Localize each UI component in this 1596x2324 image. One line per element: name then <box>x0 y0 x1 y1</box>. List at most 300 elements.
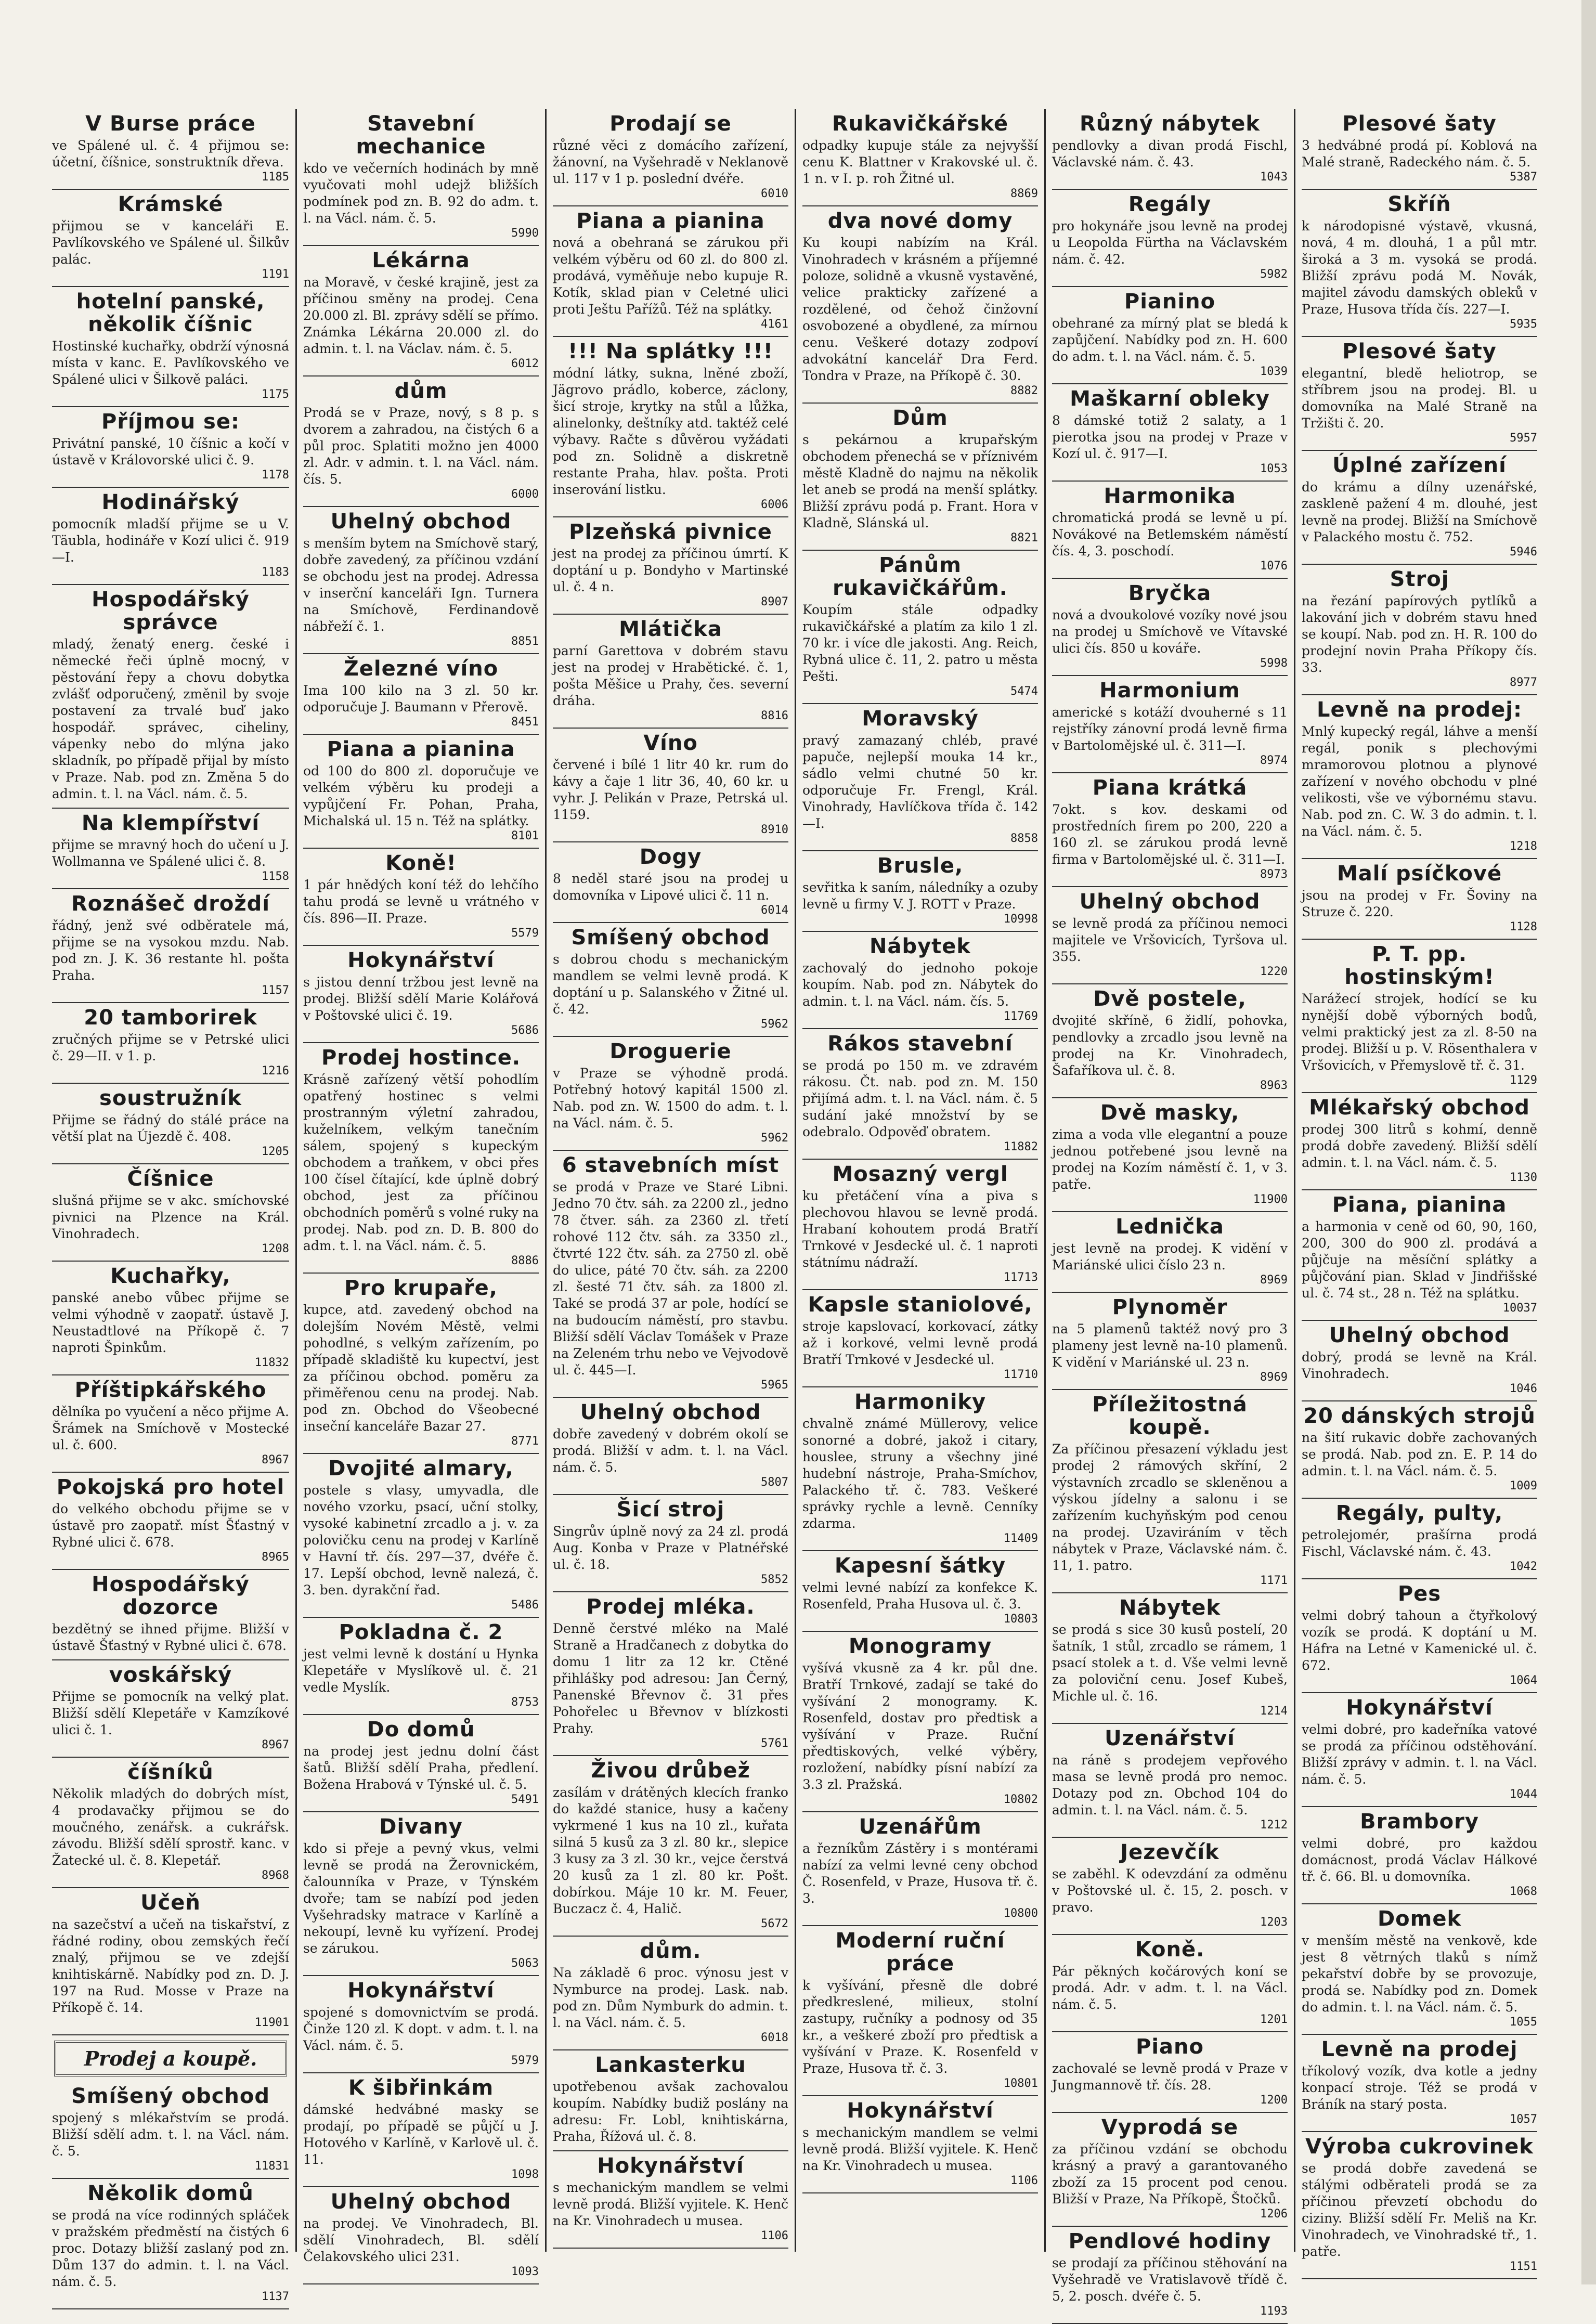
column-4 <box>795 109 1044 2252</box>
ad-text: postele s vlasy, umyvadla, dle nového vzorku, psací, uční stolky, vysoké kabinetní zrcadlo a j. v. za polovičku cenu na prodej v Karlíně v Havní tř. čís. 297—37, dvéře č. 17. Lepší obchod, levně nalezá, č. 3. ben. dyrakční řad. <box>303 1483 539 1598</box>
ad-text: na 5 plamenů taktéž nový pro 3 plameny jest levně na-10 plamenů. K vidění v Mariánské ul. 23 n. <box>1052 1321 1288 1370</box>
classified-ad <box>553 842 788 923</box>
ad-title: Moravský <box>862 707 979 731</box>
ad-text: nová a dvoukolové vozíky nové jsou na prodej u Smíchově ve Vítavské ulici čís. 850 u kováře. <box>1052 607 1288 656</box>
ad-title: Droguerie <box>609 1040 732 1063</box>
classified-ad <box>553 206 788 337</box>
classified-ad <box>1302 451 1537 565</box>
ad-text: se prodají za příčinou stěhování na Vyšehradě ve Vratislavově třídě č. 5, 2. posch. dvéře č. 5. <box>1052 2255 1288 2304</box>
ad-title: Dogy <box>639 845 702 869</box>
ad-title: dům <box>394 379 448 403</box>
ad-text: 3 hedvábné prodá pí. Koblová na Malé straně, Radeckého nám. č. 5. <box>1302 138 1537 170</box>
ad-title: dva nové domy <box>827 209 1013 233</box>
classified-ad <box>52 1570 289 1660</box>
ad-title: Jezevčík <box>1120 1840 1219 1864</box>
ad-title: Příštipkářského <box>74 1378 267 1402</box>
ad-text: velmi levné nabízí za konfekce K. Rosenfeld, Praha Husova ul. č. 3. <box>802 1580 1038 1612</box>
ad-title: soustružník <box>99 1086 242 1110</box>
ad-number: 8963 <box>1260 1079 1288 1092</box>
ad-text: vyšívá vkusně za 4 kr. půl dne. Bratří Trnkové, zadají se také do vyšívání 2 monogramy. K. Rosenfeld, dostav pro předtisk a vyšívání v Praze. Ruční předtiskových, velké výběry, rozložení, nabídky písní nabízí za 3.3 zl. Pražská. <box>802 1660 1038 1792</box>
ad-title: Železné víno <box>343 657 499 681</box>
ad-title: Stavební mechanice <box>356 112 486 159</box>
ad-number: 5998 <box>1260 657 1288 670</box>
classified-ad <box>1302 1093 1537 1190</box>
ad-text: zachovalý do jednoho pokoje koupím. Nab. pod zn. Nábytek do admin. t. l. na Václ. nám. čís. 5. <box>802 960 1038 1009</box>
ad-number: 6006 <box>761 498 788 511</box>
classified-ad <box>303 1812 539 1976</box>
ad-text: se zaběhl. K odevzdání za odměnu v Poštovské ul. č. 15, 2. posch. v pravo. <box>1052 1866 1288 1915</box>
ad-number: 11710 <box>1003 1368 1038 1381</box>
classified-ad <box>1052 384 1288 482</box>
classified-ad <box>52 1164 289 1262</box>
ad-number: 8965 <box>262 1551 289 1564</box>
ad-number: 8771 <box>511 1435 539 1448</box>
ad-text: Přijme se řádný do stálé práce na větší plat na Újezdě č. 408. <box>52 1112 289 1144</box>
ad-title: Číšnice <box>127 1167 214 1191</box>
ad-text: v menším městě na venkově, kde jest 8 větrných tlaků s nímž pekařství dobře by se provozuje, prodá se. Nabídky pod zn. Domek do admin. t. l. na Václ. nám. č. 5. <box>1302 1933 1537 2015</box>
ad-title: Uhelný obchod <box>580 1400 761 1424</box>
ad-title: Smíšený obchod <box>571 926 770 950</box>
ad-text: a řezníkům Zástěry i s montérami nabízí za velmi levné ceny obchod Č. Rosenfeld, v Praze, Husova tř. č. 3. <box>802 1841 1038 1906</box>
ad-title: Levně na prodej: <box>1317 698 1522 722</box>
classified-ad <box>52 1758 289 1888</box>
ad-text: stroje kapslovací, korkovací, zátky až i korkové, velmi levně prodá Bratří Trnkové v Jesdecké ul. <box>802 1319 1038 1367</box>
ad-number: 4161 <box>761 318 788 331</box>
ad-title: Mlátička <box>619 617 722 641</box>
classified-ad <box>303 735 539 849</box>
ad-number: 11713 <box>1003 1271 1038 1284</box>
ad-text: Krásně zařízený větší pohodlím opatřený hostinec s velmi prostranným výletní zahradou, kuželníkem, velkým tanečním sálem, spojený s kupeckým obchodem a traňkem, v obci přes 100 čísel čítající, kde úplně dobrý obchod, jest za příčinou obchodních poměrů s volné ruky na prodej. Nab. pod zn. D. B. 800 do adm. t. l. na Václ. nám. č. 5. <box>303 1072 539 1253</box>
ad-number: 1218 <box>1510 840 1537 853</box>
ad-title: Několik domů <box>87 2182 254 2205</box>
ad-title: Kuchařky, <box>110 1264 231 1288</box>
classified-ad <box>303 109 539 246</box>
ad-text: zručných přijme se v Petrské ulici č. 29—II. v 1. p. <box>52 1032 289 1063</box>
ad-number: 1057 <box>1510 2113 1537 2126</box>
ad-text: dvojité skříně, 6 židlí, pohovka, pendlovky a zrcadlo jsou levně na prodej na Kr. Vinohradech, Šafaříkova ul. č. 8. <box>1052 1013 1288 1078</box>
ad-title: Prodej mléka. <box>586 1595 755 1619</box>
ad-text: 8 neděl staré jsou na prodej u domovníka v Lipové ulici č. 11 n. <box>553 871 788 903</box>
classified-ad <box>1302 1321 1537 1401</box>
ad-text: slušná přijme se v akc. smíchovské pivnici na Plzence na Král. Vinohradech. <box>52 1193 289 1241</box>
ad-text: se prodá po 150 m. ve zdravém rákosu. Čt. nab. pod zn. M. 150 přijímá adm. t. l. na Václ. nám. č. 5 sudání jaké množství by se odebralo. Odpověď obratem. <box>802 1058 1038 1139</box>
classified-ad <box>52 1262 289 1375</box>
ad-number: 11900 <box>1253 1193 1288 1206</box>
classified-ad <box>1302 1807 1537 1904</box>
ad-number: 11831 <box>254 2160 289 2173</box>
ad-title: Skříň <box>1387 192 1451 216</box>
classified-ad <box>1052 1935 1288 2032</box>
ad-text: mladý, ženatý energ. české i německé řeči úplně mocný, v pěstování řepy a chovu dobytka zvlášť odporučený, změnil by svoje postavení za trvalé buď jako hospodář. správec, ciheliny, vápenky nebo do mlýna jako skladník, po případě přijal by místo v Praze. Nab. pod zn. Změna 5 do admin. t. l. na Václ. nám. č. 5. <box>52 637 289 801</box>
ad-number: 8969 <box>1260 1371 1288 1384</box>
classified-ad <box>1052 1293 1288 1390</box>
classified-ad <box>303 1715 539 1812</box>
ad-title: Plzeňská pivnice <box>569 520 772 544</box>
ad-number: 1208 <box>262 1242 289 1255</box>
ad-number: 1193 <box>1260 2305 1288 2318</box>
ad-number: 10800 <box>1003 1907 1038 1920</box>
ad-text: červené i bílé 1 litr 40 kr. rum do kávy a čaje 1 litr 36, 40, 60 kr. u vyhr. J. Pelikán v Praze, Petrská ul. 1159. <box>553 757 788 822</box>
ad-number: 1201 <box>1260 2013 1288 2026</box>
ad-number: 1158 <box>262 870 289 883</box>
ad-number: 11882 <box>1003 1140 1038 1153</box>
ad-text: kupce, atd. zavedený obchod na dolejším Novém Městě, velmi pohodlné, s velkým zařízením, po případě skladiště ku kupectví, jest za příčinou obchod. poměru za přiměřenou cenu na prodej. Nab. pod zn. Obchod do Všeobecné inseční kanceláře Bazar 27. <box>303 1302 539 1434</box>
ad-title: Dvojité almary, <box>328 1457 514 1481</box>
classified-ad <box>553 1592 788 1756</box>
ad-number: 8882 <box>1010 384 1038 397</box>
ad-title: 20 dánských strojů <box>1303 1404 1536 1428</box>
ad-title: V Burse práce <box>85 112 256 136</box>
ad-title: Nábytek <box>869 934 971 958</box>
classified-ad <box>553 1151 788 1398</box>
ad-number: 1130 <box>1510 1171 1537 1184</box>
classified-ad <box>802 206 1038 404</box>
classified-ad <box>553 2151 788 2249</box>
ad-text: zasílám v drátěných klecích franko do každé stanice, husy a kačeny vykrmené 1 kus na 10 zl., kuřata silná 5 kusů za 3 zl. 80 kr., slepice 3 kusy za 3 zl. 30 kr., vejce čerstvá 20 kusů za 1 zl. 80 kr. Pošt. dobírkou. Máje 10 kr. M. Feuer, Buczacz č. 4, Halič. <box>553 1785 788 1916</box>
ad-title: P. T. pp. hostinským! <box>1344 942 1495 989</box>
column-3 <box>545 109 795 2252</box>
ad-title: Regály, pulty, <box>1335 1501 1503 1525</box>
ad-title: Piana a pianina <box>327 737 515 761</box>
ad-title: Stroj <box>1390 567 1449 591</box>
ad-number: 8977 <box>1510 676 1537 689</box>
ad-number: 5982 <box>1260 268 1288 281</box>
ad-title: Maškarní obleky <box>1070 387 1270 411</box>
ad-text: sevřitka k saním, náledníky a ozuby levně u firmy V. J. ROTT v Praze. <box>802 880 1038 912</box>
classified-ad <box>1052 1593 1288 1724</box>
classified-ad <box>802 1551 1038 1632</box>
ad-text: chromatická prodá se levně u pí. Novákové na Betlemském náměstí čís. 4, 3. poschodí. <box>1052 510 1288 559</box>
ad-number: 8821 <box>1010 531 1038 544</box>
ad-title: Levně na prodej <box>1321 2037 1518 2061</box>
classified-ad <box>802 1290 1038 1387</box>
ad-number: 8816 <box>761 709 788 722</box>
ad-number: 10998 <box>1003 913 1038 926</box>
ad-number: 8968 <box>262 1869 289 1882</box>
ad-text: k národopisné výstavě, vkusná, nová, 4 m. dlouhá, 1 a půl mtr. široká a 3 m. vysoká se prodá. Bližší zprávu podá M. Novák, majitel závodu damských obleků v Praze, Husova třída čís. 227—I. <box>1302 218 1537 317</box>
ad-number: 8851 <box>511 635 539 648</box>
ad-number: 1093 <box>511 2265 539 2278</box>
ad-title: Regály <box>1128 192 1212 216</box>
ad-text: 1 pár hnědých koní též do lehčího tahu prodá se levně u vrátného v čís. 896—II. Praze. <box>303 877 539 926</box>
classified-ad <box>303 1454 539 1618</box>
classified-ad <box>1052 1098 1288 1212</box>
ad-text: jest levně na prodej. K vidění v Mariánské ulici číslo 23 n. <box>1052 1241 1288 1273</box>
ad-text: panské anebo vůbec přijme se velmi výhodně v zaopatř. ústavě J. Neustadtlové na Příkopě č. 7 naproti Špinkům. <box>52 1290 289 1355</box>
classified-ad <box>303 2187 539 2284</box>
classified-ad <box>1052 1724 1288 1838</box>
ad-number: 1129 <box>1510 1074 1537 1087</box>
ad-title: Piana a pianina <box>576 209 765 233</box>
ad-title: Pianino <box>1124 290 1216 314</box>
classified-ad <box>553 1495 788 1592</box>
classified-ad <box>303 2073 539 2187</box>
ad-text: s pekárnou a krupařským obchodem přenechá se v příznivém městě Kladně do najmu na několik let aneb se prodá na menší splátky. Bližší zprávu podá p. Frant. Hora v Kladně, Slánská ul. <box>802 432 1038 530</box>
ad-text: s jistou denní tržbou jest levně na prodej. Bližší sdělí Marie Kolářová v Poštovské ulici č. 19. <box>303 975 539 1023</box>
ad-title: Vyprodá se <box>1101 2115 1239 2139</box>
ad-title: Divany <box>379 1815 463 1839</box>
ad-text: zima a voda vlle elegantní a pouze jednou potřebené jsou levně na prodej na Kozím náměstí č. 1, v 3. patře. <box>1052 1127 1288 1192</box>
classified-ad <box>303 376 539 507</box>
ad-text: odpadky kupuje stále za nejvyšší cenu K. Blattner v Krakovské ul. č. 1 n. v I. p. roh Žitné ul. <box>802 138 1038 186</box>
ad-number: 5761 <box>761 1737 788 1750</box>
classified-ad <box>553 1037 788 1151</box>
ad-text: jsou na prodej v Fr. Šoviny na Struze č. 220. <box>1302 888 1537 919</box>
classified-ad <box>802 851 1038 932</box>
ad-text: jest velmi levně k dostání u Hynka Klepetáře v Myslíkově ul. č. 21 vedle Myslík. <box>303 1646 539 1695</box>
ad-text: Za příčinou přesazení výkladu jest prodej 2 rámových skříní, 2 výstavních zrcadlo se skleněnou a výskou jídelny a salonu i se zařízením kuchyňským pod cenou na prodej. Uzaviráním v těch nábytek v Praze, Václavské nám. č. 11, 1. patro. <box>1052 1442 1288 1573</box>
ad-text: módní látky, sukna, lněné zboží, Jägrovo prádlo, koberce, záclony, šicí stroje, krytky na stůl a lůžka, alinelonky, deštníky atd. taktéž celé výbavy. Račte s důvěrou vyžádati pod zn. Solidně a diskretně restante Praha, hlav. pošta. Proti inserování listku. <box>553 366 788 497</box>
ad-title: Příležitostná koupě. <box>1092 1393 1248 1439</box>
classified-ad <box>1052 287 1288 384</box>
ad-text: s dobrou chodu s mechanickým mandlem se velmi levně prodá. K doptání u p. Salanského v Žitné ul. č. 42. <box>553 952 788 1017</box>
ad-title: Různý nábytek <box>1079 112 1261 136</box>
ad-title: Moderní ruční práce <box>835 1929 1005 1976</box>
ad-number: 1053 <box>1260 462 1288 475</box>
ad-title: Pes <box>1397 1582 1442 1606</box>
classified-ad <box>553 1398 788 1495</box>
classified-ad <box>802 704 1038 851</box>
classified-ad <box>553 517 788 615</box>
ad-title: Piano <box>1136 2035 1204 2059</box>
ad-title: dům. <box>640 1939 702 1963</box>
ad-number: 5686 <box>511 1024 539 1037</box>
ad-title: Úplné zařízení <box>1332 453 1507 477</box>
classified-ad <box>802 1926 1038 2096</box>
ad-title: hotelní panské, několik číšnic <box>76 290 265 336</box>
ad-text: Denně čerstvé mléko na Malé Straně a Hradčanech z dobytka do domu 1 litr za 12 kr. Ctěné přihlášky pod adresou: Jan Černý, Panenské Břevnov č. 31 přes Pohořelec u Břevnov v blízkosti Prahy. <box>553 1621 788 1736</box>
ad-title: Smíšený obchod <box>71 2084 270 2108</box>
ad-text: a harmonia v ceně od 60, 90, 160, 200, 300 do 900 zl. prodává a půjčuje na měsíční splátky a půjčování pian. Sklad v Jindřišské ul. č. 74 st., 28 n. Též na splátku. <box>1302 1219 1537 1301</box>
classified-ad <box>802 404 1038 551</box>
ad-text: 8 dámské totiž 2 salaty, a 1 pierotka jsou na prodej v Praze v Kozí ul. č. 917—I. <box>1052 413 1288 461</box>
ad-title: Pokojská pro hotel <box>56 1475 285 1499</box>
ad-number: 1137 <box>262 2290 289 2303</box>
classified-ad <box>1052 190 1288 287</box>
classified-ad <box>1302 337 1537 451</box>
ad-text: spojené s domovnictvím se prodá. Činže 120 zl. K dopt. v adm. t. l. na Václ. nám. č. 5. <box>303 2005 539 2053</box>
ad-number: 8967 <box>262 1738 289 1751</box>
ad-number: 1206 <box>1260 2208 1288 2221</box>
classified-ad <box>303 1976 539 2073</box>
ad-number: 8101 <box>511 829 539 842</box>
ad-number: 1044 <box>1510 1788 1537 1801</box>
ad-number: 8907 <box>761 595 788 608</box>
ad-title: Harmonika <box>1104 484 1236 508</box>
ad-title: Pokladna č. 2 <box>339 1620 503 1644</box>
ad-text: upotřebenou avšak zachovalou koupím. Nabídky budiž poslány na adresu: Fr. Lobl, knihtiskárna, Praha, Řížová ul. č. 8. <box>553 2079 788 2144</box>
ad-number: 8967 <box>262 1453 289 1466</box>
ad-title: Hospodářský správce <box>92 588 250 634</box>
classified-ad <box>52 1375 289 1473</box>
ad-title: Dvě masky, <box>1100 1101 1240 1125</box>
classified-ad <box>303 654 539 735</box>
classified-ad <box>553 1756 788 1937</box>
ad-title: Uzenářství <box>1105 1726 1235 1750</box>
ad-number: 5579 <box>511 927 539 940</box>
ad-number: 1175 <box>262 388 289 401</box>
classified-ad <box>303 1274 539 1454</box>
classified-ad <box>1302 1401 1537 1499</box>
classified-ad <box>802 1160 1038 1290</box>
ad-text: ve Spálené ul. č. 4 přijmou se: účetní, číšnice, sonstruktník dřeva. <box>52 138 289 170</box>
ad-text: přijme se mravný hoch do učení u J. Wollmanna ve Spálené ulici č. 8. <box>52 837 289 869</box>
ad-number: 1220 <box>1260 965 1288 978</box>
ad-number: 1200 <box>1260 2094 1288 2107</box>
classified-ad <box>553 2050 788 2151</box>
ad-number: 5962 <box>761 1018 788 1031</box>
ad-text: velmi dobré, pro každou domácnost, prodá Václav Hálkové tř. č. 66. Bl. u domovníka. <box>1302 1836 1537 1884</box>
ad-title: Uhelný obchod <box>1329 1323 1510 1347</box>
ad-number: 6012 <box>511 357 539 370</box>
ad-title: Hokynářství <box>347 949 495 972</box>
ad-title: Piana, pianina <box>1332 1193 1507 1217</box>
classified-ad <box>1052 482 1288 579</box>
ad-text: pendlovky a divan prodá Fischl, Václavské nám. č. 43. <box>1052 138 1288 170</box>
ad-number: 1068 <box>1510 1885 1537 1898</box>
ad-title: Živou drůbež <box>591 1759 750 1783</box>
ad-title: Nábytek <box>1119 1596 1221 1620</box>
ad-title: Uhelný obchod <box>330 2190 512 2214</box>
ad-number: 11409 <box>1003 1532 1038 1545</box>
ad-number: 1042 <box>1510 1560 1537 1573</box>
ad-title: Plesové šaty <box>1342 340 1497 363</box>
ad-text: na sazečství a učeň na tiskařství, z řádné rodiny, obou zemských řečí znalý, přijmou se ve zdejší knihtiskárně. Nabídky pod zn. D. J. 197 na Rud. Mosse v Praze na Příkopě č. 14. <box>52 1917 289 2015</box>
ad-text: ku přetáčení vína a piva s plechovou hlavou se levně prodá. Hrabaní kohoutem prodá Bratří Trnkové v Jesdecké ul. č. 1 naproti státnímu nádraží. <box>802 1188 1038 1270</box>
ad-text: od 100 do 800 zl. doporučuje ve velkém výběru ku prodeji a vypůjčení Fr. Pohan, Praha, Michalská ul. 15 n. Též na splátky. <box>303 763 539 828</box>
classified-ad <box>52 1084 289 1164</box>
ad-title: Lékárna <box>372 249 470 272</box>
ad-text: Na základě 6 proc. výnosu jest v Nymburce na prodej. Lask. nab. pod zn. Dům Nymburk do admin. t. l. na Václ. nám. č. 5. <box>553 1965 788 2030</box>
ad-title: Brusle, <box>877 854 964 878</box>
ad-title: Uzenářům <box>859 1815 982 1839</box>
ad-number: 1046 <box>1510 1382 1537 1395</box>
ad-number: 1212 <box>1260 1819 1288 1832</box>
classified-ad <box>52 109 289 190</box>
ad-number: 1106 <box>761 2229 788 2242</box>
ad-title: Uhelný obchod <box>330 510 512 534</box>
ad-number: 11769 <box>1003 1010 1038 1023</box>
ad-title: Pánům rukavičkářům. <box>833 553 1008 600</box>
ad-title: Rukavičkářské <box>832 112 1009 136</box>
ad-text: americké s kotáží dvouherné s 11 rejstříky zánovní prodá levně firma v Bartolomějské ul. č. 311—I. <box>1052 705 1288 753</box>
ad-text: různé věci z domácího zařízení, žánovní, na Vyšehradě v Neklanově ul. 117 v 1 p. poslední dvéře. <box>553 138 788 186</box>
ad-text: Singrův úplně nový za 24 zl. prodá Aug. Konba v Praze v Platnéřské ul. č. 18. <box>553 1524 788 1572</box>
ad-text: Prodá se v Praze, nový, s 8 p. s dvorem a zahradou, na čistých 6 a půl proc. Splatiti možno jen 4000 zl. Adr. v admin. t. l. na Václ. nám. čís. 5. <box>303 405 539 487</box>
ad-number: 8858 <box>1010 832 1038 845</box>
ad-number: 1216 <box>262 1064 289 1077</box>
ad-number: 1183 <box>262 566 289 579</box>
classified-ad <box>52 1003 289 1084</box>
ad-text: Narážecí strojek, hodící se ku nynější době výborných bodů, velmi praktický jest za zl. 8-50 na prodej. Bližší u p. V. Rösenthalera v Vršovicích, v Přemyslově tř. č. 31. <box>1302 991 1537 1073</box>
ad-text: s mechanickým mandlem se velmi levně prodá. Bližší vyjitele. K. Henč na Kr. Vinohradech u musea. <box>553 2180 788 2228</box>
ad-title: Mosazný vergl <box>832 1162 1008 1186</box>
ad-text: Ima 100 kilo na 3 zl. 50 kr. odporučuje J. Baumann v Přerově. <box>303 683 539 715</box>
ad-text: na ráně s prodejem vepřového masa se levně prodá pro nemoc. Dotazy pod zn. Obchod 104 do admin. t. l. na Václ. nám. č. 5. <box>1052 1752 1288 1817</box>
classified-ad <box>802 551 1038 704</box>
ad-text: spojený s mlékařstvím se prodá. Bližší sdělí adm. t. l. na Václ. nám. č. 5. <box>52 2110 289 2159</box>
ad-number: 5063 <box>511 1957 539 1970</box>
ad-text: obehrané za mírný plat se bledá k zapůjčení. Nabídky pod zn. H. 600 do adm. t. l. na Václ. nám. č. 5. <box>1052 316 1288 364</box>
ad-text: kdo ve večerních hodinách by mně vyučovati mohl udejž bližších podmínek pod zn. B. 92 do adm. t. l. na Václ. nám. č. 5. <box>303 161 539 226</box>
classified-ad <box>52 585 289 809</box>
ad-number: 6010 <box>761 187 788 200</box>
ad-number: 5965 <box>761 1379 788 1392</box>
ad-title: Brambory <box>1360 1810 1479 1834</box>
classified-ad <box>1302 940 1537 1093</box>
ad-number: 1076 <box>1260 560 1288 573</box>
classified-ad <box>52 287 289 407</box>
classified-ad <box>1302 859 1537 940</box>
ad-title: Víno <box>643 731 698 755</box>
ad-text: za příčinou vzdání se obchodu krásný a pravý a garantovaného zboží za 15 procent pod cenou. Bližší v Praze, Na Příkopě, Štočků. <box>1052 2141 1288 2206</box>
ad-text: dámské hedvábné masky se prodají, po případě se půjčí u J. Hotového v Karlíně, v Karlově ul. č. 11. <box>303 2102 539 2167</box>
classified-ad <box>303 246 539 376</box>
ad-number: 5957 <box>1510 432 1537 445</box>
classified-ad <box>553 337 788 517</box>
classified-ad <box>1302 2035 1537 2132</box>
ad-text: zachovalé se levně prodá v Praze v Jungmannově tř. čís. 28. <box>1052 2061 1288 2093</box>
ad-title: Kapesní šátky <box>834 1554 1006 1578</box>
ad-title: Uhelný obchod <box>1079 890 1261 914</box>
classified-ad <box>52 488 289 585</box>
ad-text: bezdětný se ihned přijme. Bližší v ústavě Šťastný v Rybné ulici č. 678. <box>52 1621 289 1653</box>
classified-ad <box>1302 695 1537 859</box>
ad-number: 5962 <box>761 1132 788 1145</box>
ad-text: Koupím stále odpadky rukavičkářské a platím za kilo 1 zl. 70 kr. i více dle jakosti. Ang. Reich, Rybná ulice č. 11, 2. patro u města Pešti. <box>802 602 1038 684</box>
ad-number: 1055 <box>1510 2016 1537 2029</box>
ad-text: petrolejomér, prašírna prodá Fischl, Václavské nám. č. 43. <box>1302 1527 1537 1559</box>
ad-text: parní Garettova v dobrém stavu jest na prodej v Hrabětické. č. 1, pošta Měšice u Prahy, čes. severní dráha. <box>553 643 788 708</box>
ad-text: Hostinské kuchařky, obdrží výnosná místa v kanc. E. Pavlíkovského ve Spálené ulici v Šilkově paláci. <box>52 339 289 387</box>
ad-title: Příjmou se: <box>101 410 240 434</box>
ad-text: se levně prodá za příčinou nemoci majitele ve Vršovicích, Tyršova ul. 355. <box>1052 916 1288 964</box>
ad-title: Dům <box>892 406 948 430</box>
ad-number: 5491 <box>511 1793 539 1806</box>
ad-title: Šicí stroj <box>616 1498 725 1522</box>
ad-number: 1178 <box>262 469 289 482</box>
classified-ad <box>802 1029 1038 1160</box>
column-5 <box>1044 109 1294 2318</box>
ad-title: Výroba cukrovinek <box>1305 2135 1534 2159</box>
ad-number: 10802 <box>1003 1793 1038 1806</box>
ad-number: 5946 <box>1510 546 1537 559</box>
ad-title: Hokynářství <box>847 2099 994 2123</box>
classified-ad <box>1052 109 1288 190</box>
ad-number: 8910 <box>761 823 788 836</box>
ad-text: se prodá dobře zavedená se stálými odběrateli prodá se za příčinou převzetí obchodu do ciziny. Bližší sdělí Fr. Meliš na Kr. Vinohradech, ve Vinohradské tř., 1. patře. <box>1302 2161 1537 2259</box>
ad-title: Domek <box>1377 1907 1462 1931</box>
ad-text: jest na prodej za příčinou úmrtí. K doptání u p. Bondyho v Martinské ul. č. 4 n. <box>553 546 788 594</box>
ad-number: 1191 <box>262 268 289 281</box>
ad-number: 6018 <box>761 2031 788 2044</box>
ad-number: 5387 <box>1510 171 1537 184</box>
ad-title: Rákos stavební <box>827 1032 1013 1056</box>
classified-ad <box>303 1043 539 1274</box>
section-heading: Prodej a koupě. <box>54 2041 287 2076</box>
ad-title: Koně! <box>385 851 457 875</box>
classified-ad <box>303 849 539 946</box>
ad-title: Koně. <box>1135 1938 1205 1962</box>
ad-title: Hokynářství <box>1346 1696 1493 1720</box>
ad-number: 1203 <box>1260 1916 1288 1929</box>
ad-number: 1043 <box>1260 171 1288 184</box>
ad-text: na Moravě, v české krajině, jest za příčinou směny na prodej. Cena 20.000 zl. Bl. zprávy sdělí se přímo. Známka Lékárna 20.000 zl. do admin. t. l. na Václav. nám. č. 5. <box>303 275 539 356</box>
classified-ad <box>1302 1579 1537 1693</box>
classified-ad <box>52 1660 289 1758</box>
classified-ad <box>1052 773 1288 887</box>
classified-ad <box>1052 887 1288 984</box>
